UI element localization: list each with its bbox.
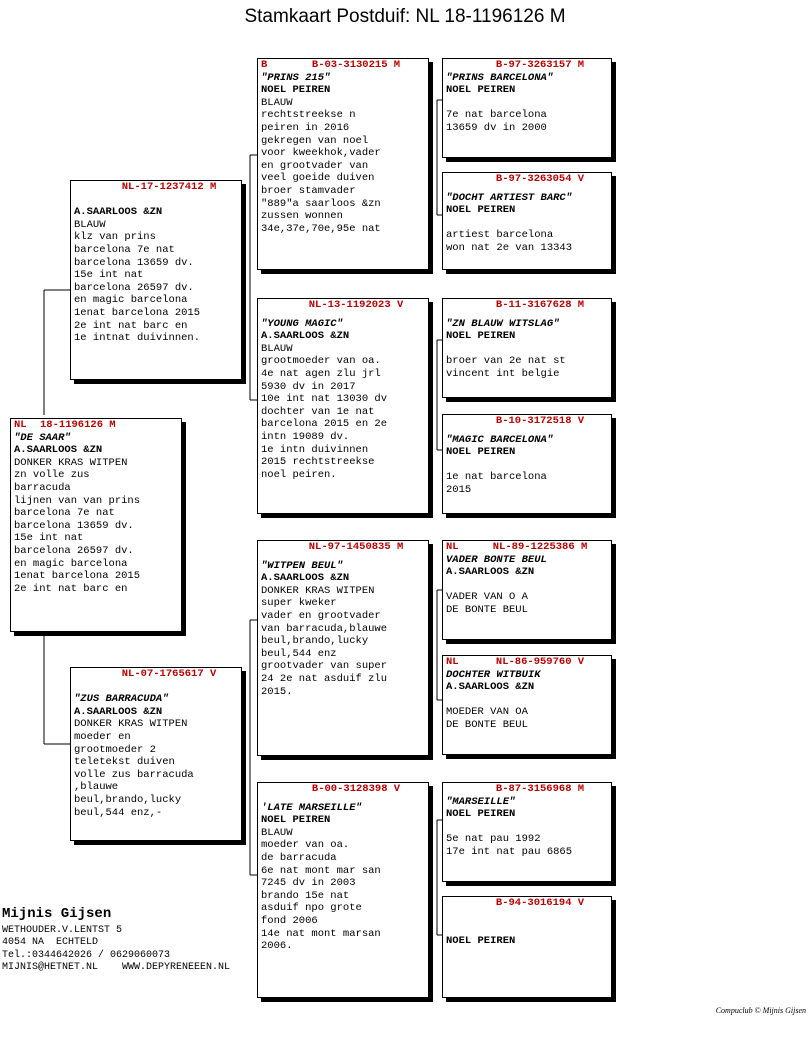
breeder-name: Mijnis Gijsen xyxy=(2,906,112,922)
pigeon-owner: NOEL PEIREN xyxy=(261,814,331,827)
ring-number xyxy=(446,897,608,910)
pigeon-name: "MAGIC BARCELONA" xyxy=(446,433,554,446)
pigeon-card-ffm xyxy=(442,172,612,270)
country-code xyxy=(446,783,472,796)
country-code xyxy=(446,173,472,186)
pigeon-owner: A.SAARLOOS &ZN xyxy=(14,444,103,457)
breeder-info xyxy=(2,908,230,975)
pigeon-card-father-father xyxy=(257,58,429,270)
pigeon-color: BLAUW xyxy=(261,826,293,839)
pigeon-owner: NOEL PEIREN xyxy=(446,446,516,459)
ring-id: NL-89-1225386 M xyxy=(492,541,588,553)
ring-id: NL-07-1765617 V xyxy=(121,668,217,680)
pigeon-notes: klz van prins barcelona 7e nat barcelona 13659 dv. 15e int nat barcelona 26597 dv. en magic barcelona 1enat barcelona 2015 2e int nat barc en 1e intnat duivinnen. xyxy=(74,231,201,345)
pigeon-notes: 7e nat barcelona 13659 dv in 2000 xyxy=(446,109,547,134)
pigeon-card-mother-mother xyxy=(257,782,429,998)
ring-id: NL-17-1237412 M xyxy=(121,181,217,193)
pigeon-card-mother-father xyxy=(257,540,429,756)
breeder-city: 4054 NA ECHTELD xyxy=(2,937,99,949)
pigeon-owner: A.SAARLOOS &ZN xyxy=(446,681,535,694)
pigeon-name: "ZUS BARRACUDA" xyxy=(74,693,169,706)
ring-number xyxy=(446,299,608,312)
ring-number xyxy=(446,415,608,428)
pigeon-name: DOCHTER WITBUIK xyxy=(446,668,541,681)
pigeon-notes: moeder van oa. de barracuda 6e nat mont mar san 7245 dv in 2003 brando 15e nat asduif npo grote fond 2006 14e nat mont marsan 2006. xyxy=(261,839,381,953)
pigeon-name: "DE SAAR" xyxy=(14,431,71,444)
pigeon-card-father-mother xyxy=(257,298,429,514)
pigeon-notes: MOEDER VAN OA DE BONTE BEUL xyxy=(446,706,528,731)
ring-number xyxy=(74,181,238,194)
pigeon-name: "WITPEN BEUL" xyxy=(261,559,343,572)
pigeon-name: 'LATE MARSEILLE" xyxy=(261,801,362,814)
pigeon-owner: A.SAARLOOS &ZN xyxy=(261,572,350,585)
pigeon-card-mmm xyxy=(442,896,612,998)
pigeon-color: BLAUW xyxy=(261,96,293,109)
pigeon-owner: A.SAARLOOS &ZN xyxy=(74,705,163,718)
country-code: NL xyxy=(14,419,27,431)
pigeon-color: DONKER KRAS WITPEN xyxy=(261,584,375,597)
pigeon-card-fmf xyxy=(442,298,612,398)
pigeon-name: "PRINS BARCELONA" xyxy=(446,71,554,84)
country-code: NL xyxy=(446,656,459,668)
country-code xyxy=(446,59,472,72)
pigeon-name: VADER BONTE BEUL xyxy=(446,553,547,566)
pigeon-owner: NOEL PEIREN xyxy=(446,934,516,947)
pigeon-color: BLAUW xyxy=(261,342,293,355)
pigeon-notes: moeder en grootmoeder 2 teletekst duiven volle zus barracuda ,blauwe beul,brando,lucky beul,544 enz,- xyxy=(74,730,194,819)
pigeon-card-mfm xyxy=(442,655,612,755)
pigeon-owner: NOEL PEIREN xyxy=(446,84,516,97)
pigeon-notes: 1e nat barcelona 2015 xyxy=(446,471,547,496)
pigeon-notes: broer van 2e nat st vincent int belgie xyxy=(446,355,566,380)
pigeon-color: DONKER KRAS WITPEN xyxy=(14,456,128,469)
ring-id: B-97-3263157 M xyxy=(495,59,585,71)
pigeon-color: BLAUW xyxy=(74,218,106,231)
ring-number xyxy=(261,59,425,72)
ring-number xyxy=(261,299,425,312)
ring-id: B-10-3172518 V xyxy=(495,415,585,427)
pigeon-owner: A.SAARLOOS &ZN xyxy=(446,566,535,579)
pigeon-notes: rechtstreekse n peiren in 2016 gekregen van noel voor kweekhok,vader en grootvader van veel goeide duiven broer stamvader "889"a saarloos &zn zussen wonnen 34e,37e,70e,95e nat xyxy=(261,109,381,235)
ring-id: B-00-3128398 V xyxy=(311,783,401,795)
ring-number xyxy=(261,541,425,554)
country-code xyxy=(446,415,472,428)
pigeon-owner: NOEL PEIREN xyxy=(446,330,516,343)
ring-number xyxy=(446,783,608,796)
country-code: NL xyxy=(446,541,459,553)
ring-number xyxy=(446,59,608,72)
country-code xyxy=(261,541,287,554)
pigeon-notes: VADER VAN O A DE BONTE BEUL xyxy=(446,591,528,616)
ring-id: B-03-3130215 M xyxy=(311,59,401,71)
ring-number xyxy=(74,668,238,681)
ring-id: B-87-3156968 M xyxy=(495,783,585,795)
pigeon-notes: super kweker vader en grootvader van barracuda,blauwe beul,brando,lucky beul,544 enz grootvader van super 24 2e nat asduif zlu 2015. xyxy=(261,597,388,698)
ring-id: NL-97-1450835 M xyxy=(308,541,404,553)
pigeon-card-father xyxy=(70,180,242,380)
ring-number xyxy=(446,173,608,186)
country-code xyxy=(74,668,100,681)
pigeon-owner: A.SAARLOOS &ZN xyxy=(261,330,350,343)
pigeon-name: "DOCHT ARTIEST BARC" xyxy=(446,191,573,204)
page-title: Stamkaart Postduif: NL 18-1196126 M xyxy=(244,6,566,27)
ring-number xyxy=(446,656,608,669)
country-code xyxy=(446,897,472,910)
country-code xyxy=(261,299,287,312)
pigeon-owner: NOEL PEIREN xyxy=(446,808,516,821)
pigeon-name: "PRINS 215" xyxy=(261,71,331,84)
ring-id: NL-13-1192023 V xyxy=(308,299,404,311)
ring-number xyxy=(261,783,425,796)
ring-number xyxy=(446,541,608,554)
country-code xyxy=(74,181,100,194)
pigeon-owner: A.SAARLOOS &ZN xyxy=(74,206,163,219)
ring-id: NL-86-959760 V xyxy=(495,656,585,668)
ring-number xyxy=(14,419,178,432)
country-code: B xyxy=(261,59,268,71)
software-credit: Compuclub © Mijnis Gijsen xyxy=(715,1006,806,1015)
ring-id: B-11-3167628 M xyxy=(495,299,585,311)
pigeon-card-mother xyxy=(70,667,242,841)
ring-id: 18-1196126 M xyxy=(40,419,116,431)
country-code xyxy=(446,299,472,312)
pigeon-name: "ZN BLAUW WITSLAG" xyxy=(446,317,560,330)
pigeon-name: "MARSEILLE" xyxy=(446,795,516,808)
pigeon-card-mmf xyxy=(442,782,612,882)
pigeon-card-fmm xyxy=(442,414,612,514)
ring-id: B-97-3263054 V xyxy=(495,173,585,185)
pigeon-name: "YOUNG MAGIC" xyxy=(261,317,343,330)
pigeon-card-mff xyxy=(442,540,612,640)
pigeon-notes: grootmoeder van oa. 4e nat agen zlu jrl 5930 dv in 2017 10e int nat 13030 dv dochter van 1e nat barcelona 2015 en 2e intn 19089 dv. 1e intn duivinnen 2015 rechtstreekse noel peiren. xyxy=(261,355,388,481)
country-code xyxy=(261,783,287,796)
pigeon-notes: artiest barcelona won nat 2e van 13343 xyxy=(446,229,573,254)
breeder-email-web: MIJNIS@HETNET.NL WWW.DEPYRENEEEN.NL xyxy=(2,962,231,974)
pigeon-color: DONKER KRAS WITPEN xyxy=(74,718,188,731)
pigeon-card-fff xyxy=(442,58,612,158)
pigeon-notes: zn volle zus barracuda lijnen van van prins barcelona 7e nat barcelona 13659 dv. 15e int nat barcelona 26597 dv. en magic barcelona 1enat barcelona 2015 2e int nat barc en xyxy=(14,469,141,595)
breeder-street: WETHOUDER.V.LENTST 5 xyxy=(2,924,123,936)
pigeon-notes: 5e nat pau 1992 17e int nat pau 6865 xyxy=(446,833,573,858)
pigeon-owner: NOEL PEIREN xyxy=(261,84,331,97)
pigeon-owner: NOEL PEIREN xyxy=(446,204,516,217)
pigeon-card-main xyxy=(10,418,182,632)
breeder-phone: Tel.:0344642026 / 0629060073 xyxy=(2,949,171,961)
ring-id: B-94-3016194 V xyxy=(495,897,585,909)
